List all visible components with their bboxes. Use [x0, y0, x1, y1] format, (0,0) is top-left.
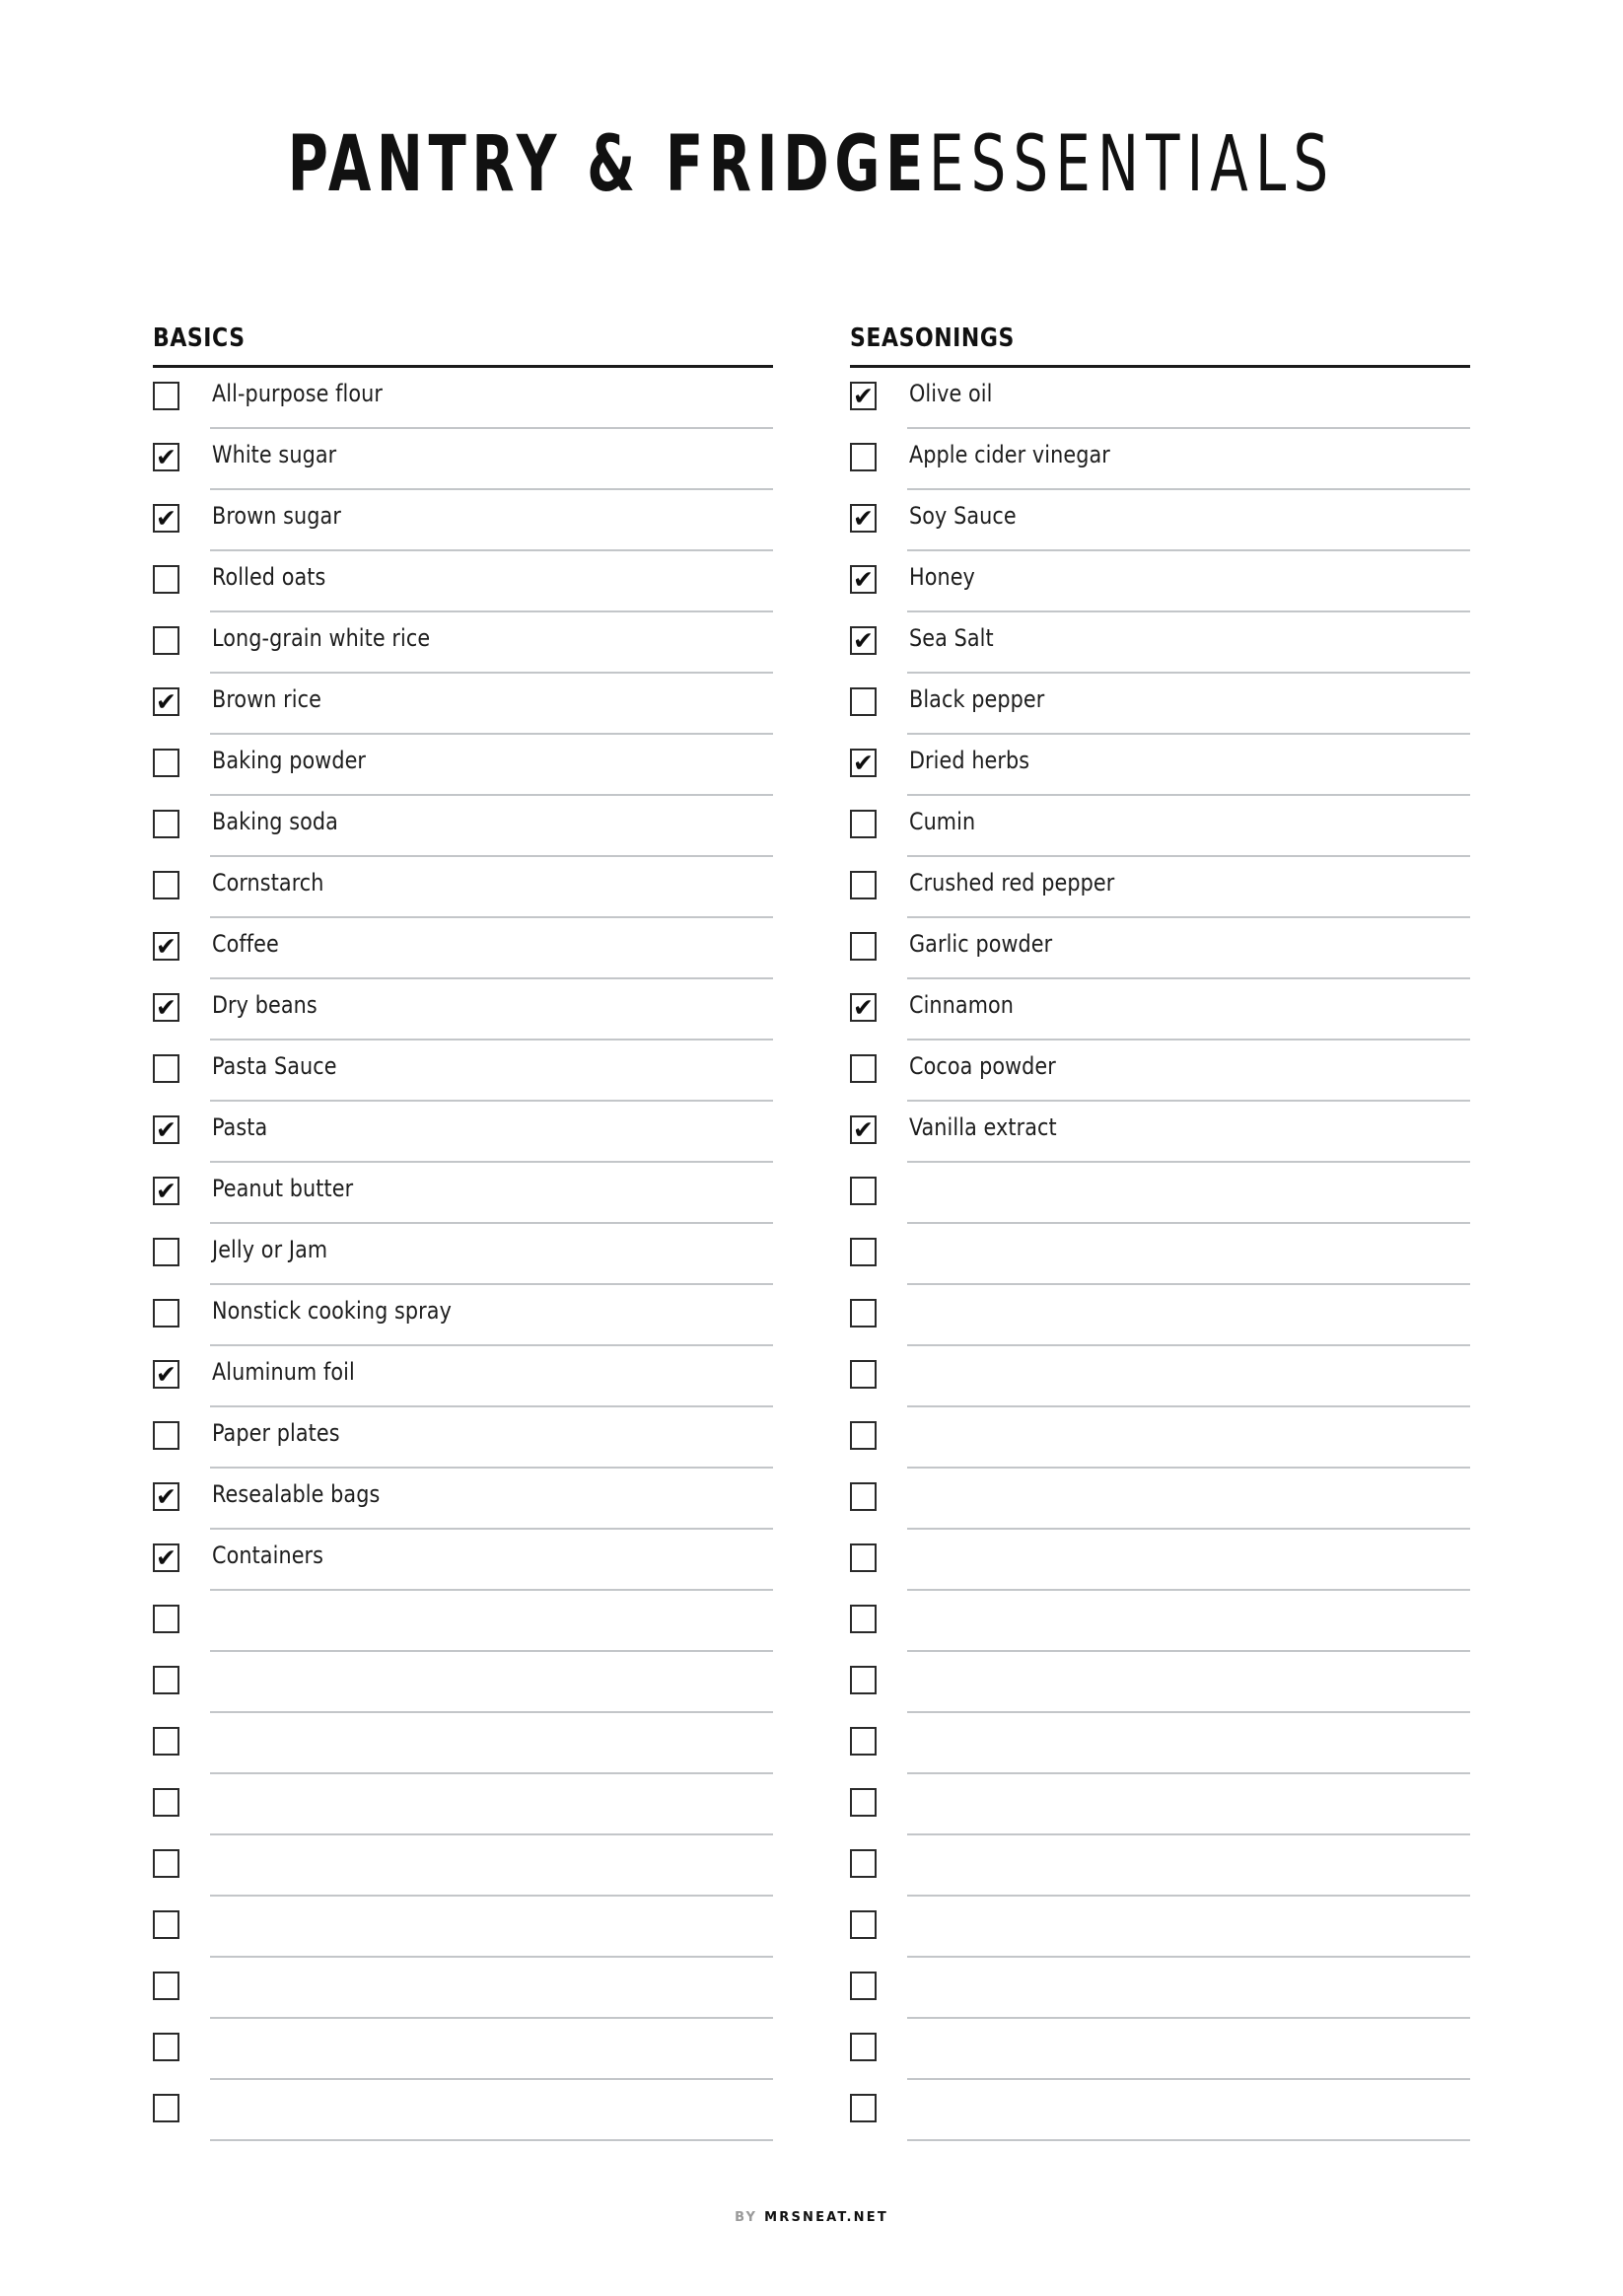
footer-by-label: BY: [735, 2210, 758, 2225]
check-icon: ✔: [853, 625, 874, 655]
checklist-item-field[interactable]: [907, 612, 1470, 674]
checklist-row: [153, 1040, 773, 1102]
checklist-row: [153, 979, 773, 1040]
check-icon: ✔: [156, 686, 176, 716]
checklist-item-field[interactable]: [210, 1163, 773, 1224]
checkbox-checked[interactable]: [153, 993, 179, 1022]
checklist-item-label: Pasta Sauce: [212, 1052, 337, 1080]
checklist-row: [850, 735, 1470, 796]
checkbox-unchecked[interactable]: [153, 565, 179, 594]
checklist-row: [153, 1897, 773, 1958]
checklist-item-label: Brown rice: [212, 685, 321, 713]
checkbox-checked[interactable]: [850, 993, 877, 1022]
checklist-row: [153, 429, 773, 490]
checklist-item-field[interactable]: [210, 1224, 773, 1285]
checklist-item-label: Honey: [909, 563, 975, 591]
checkbox-checked[interactable]: [153, 1360, 179, 1389]
checklist-column-seasonings: [850, 325, 1470, 2141]
checklist-item-field[interactable]: [907, 368, 1470, 429]
checkbox-checked[interactable]: [153, 1543, 179, 1572]
checklist-item-label: Coffee: [212, 930, 279, 958]
checklist-blank-field[interactable]: [907, 2019, 1470, 2080]
checklist-row: [850, 1102, 1470, 1163]
checklist-item-field[interactable]: [907, 490, 1470, 551]
checklist-row: [153, 2019, 773, 2080]
checklist-item-field[interactable]: [210, 612, 773, 674]
column-header-basics: BASICS: [153, 323, 246, 353]
checkbox-unchecked[interactable]: [850, 687, 877, 716]
checklist-row: [153, 796, 773, 857]
checklist-blank-field[interactable]: [907, 1652, 1470, 1713]
checklist-row: [153, 735, 773, 796]
check-icon: ✔: [156, 1543, 176, 1572]
checklist-blank-field[interactable]: [210, 1897, 773, 1958]
checklist-item-label: Sea Salt: [909, 624, 994, 652]
checklist-row: [850, 1469, 1470, 1530]
page-title: [0, 120, 1623, 209]
checklist-row: [153, 1407, 773, 1469]
checklist-row: [153, 1224, 773, 1285]
checkbox-unchecked[interactable]: [153, 1666, 179, 1694]
checklist-blank-field[interactable]: [907, 1163, 1470, 1224]
checklist-item-field[interactable]: [907, 979, 1470, 1040]
checklist-row: [153, 368, 773, 429]
checklist-item-field[interactable]: [210, 735, 773, 796]
checklist-row: [850, 1040, 1470, 1102]
footer-brand[interactable]: MRSNEAT.NET: [764, 2210, 888, 2225]
checklist-item-label: Peanut butter: [212, 1175, 354, 1202]
checklist-item-field[interactable]: [210, 551, 773, 612]
checklist-item-field[interactable]: [210, 796, 773, 857]
checklist-row: [850, 1530, 1470, 1591]
checklist-row: [850, 1713, 1470, 1774]
page-title-light: ESSENTIALS: [928, 120, 1336, 209]
checklist-row: [153, 1469, 773, 1530]
checklist-row: [850, 1652, 1470, 1713]
checklist-blank-field[interactable]: [907, 1835, 1470, 1897]
checklist-row: [850, 368, 1470, 429]
checklist-row: [153, 551, 773, 612]
checkbox-unchecked[interactable]: [850, 1972, 877, 2000]
checklist-item-label: Olive oil: [909, 380, 993, 407]
check-icon: ✔: [156, 1359, 176, 1389]
checklist-blank-field[interactable]: [907, 1958, 1470, 2019]
checklist-row: [850, 1897, 1470, 1958]
checklist-row: [850, 1958, 1470, 2019]
checklist-columns: [153, 325, 1470, 2141]
checkbox-unchecked[interactable]: [153, 749, 179, 777]
checklist-blank-field[interactable]: [907, 1469, 1470, 1530]
checklist-item-label: Crushed red pepper: [909, 869, 1115, 897]
checkbox-unchecked[interactable]: [850, 1482, 877, 1511]
checklist-item-label: Cinnamon: [909, 991, 1015, 1019]
check-icon: ✔: [156, 992, 176, 1022]
checklist-blank-field[interactable]: [907, 1591, 1470, 1652]
checklist-row: [153, 490, 773, 551]
checklist-row: [153, 1713, 773, 1774]
checklist-item-field[interactable]: [210, 1530, 773, 1591]
checklist-item-field[interactable]: [907, 429, 1470, 490]
checklist-item-label: Brown sugar: [212, 502, 341, 530]
checklist-item-field[interactable]: [210, 857, 773, 918]
checklist-row: [153, 1958, 773, 2019]
checklist-item-label: Aluminum foil: [212, 1358, 355, 1386]
checklist-row: [850, 2019, 1470, 2080]
checklist-row: [153, 857, 773, 918]
checkbox-checked[interactable]: [850, 626, 877, 655]
checklist-item-field[interactable]: [210, 1102, 773, 1163]
checklist-item-label: Jelly or Jam: [212, 1236, 328, 1263]
checkbox-unchecked[interactable]: [850, 1177, 877, 1205]
checkbox-unchecked[interactable]: [153, 1421, 179, 1450]
checklist-item-field[interactable]: [210, 979, 773, 1040]
checklist-blank-field[interactable]: [907, 1713, 1470, 1774]
checkbox-unchecked[interactable]: [850, 871, 877, 899]
checklist-row: [850, 2080, 1470, 2141]
checklist-item-label: Cocoa powder: [909, 1052, 1056, 1080]
checkbox-unchecked[interactable]: [153, 1299, 179, 1327]
checklist-row: [850, 551, 1470, 612]
checkbox-unchecked[interactable]: [850, 1360, 877, 1389]
checklist-blank-field[interactable]: [210, 1835, 773, 1897]
checkbox-unchecked[interactable]: [850, 1788, 877, 1817]
checklist-row: [850, 612, 1470, 674]
check-icon: ✔: [853, 992, 874, 1022]
checklist-row: [850, 1407, 1470, 1469]
checklist-item-label: Baking powder: [212, 747, 367, 774]
checkbox-unchecked[interactable]: [850, 1421, 877, 1450]
checklist-item-label: Rolled oats: [212, 563, 326, 591]
checklist-row: [850, 1835, 1470, 1897]
checkbox-unchecked[interactable]: [153, 2033, 179, 2061]
checkbox-checked[interactable]: [850, 504, 877, 533]
checklist-row: [153, 1774, 773, 1835]
checklist-blank-field[interactable]: [907, 1346, 1470, 1407]
checklist-item-field[interactable]: [907, 674, 1470, 735]
checklist-blank-field[interactable]: [907, 1407, 1470, 1469]
checklist-item-field[interactable]: [907, 735, 1470, 796]
check-icon: ✔: [156, 1176, 176, 1205]
checklist-blank-field[interactable]: [210, 1652, 773, 1713]
checkbox-unchecked[interactable]: [153, 382, 179, 410]
checklist-item-label: Soy Sauce: [909, 502, 1017, 530]
checklist-blank-field[interactable]: [210, 2019, 773, 2080]
checklist-blank-field[interactable]: [907, 1530, 1470, 1591]
checklist-blank-field[interactable]: [907, 1774, 1470, 1835]
checkbox-unchecked[interactable]: [153, 1910, 179, 1939]
check-icon: ✔: [156, 1481, 176, 1511]
checklist-item-field[interactable]: [907, 551, 1470, 612]
checkbox-unchecked[interactable]: [850, 1054, 877, 1083]
checkbox-unchecked[interactable]: [153, 810, 179, 838]
checkbox-checked[interactable]: [850, 382, 877, 410]
check-icon: ✔: [156, 442, 176, 471]
checklist-row: [850, 796, 1470, 857]
checklist-row: [850, 979, 1470, 1040]
checkbox-checked[interactable]: [850, 749, 877, 777]
checklist-item-label: All-purpose flour: [212, 380, 383, 407]
checklist-row: [850, 1285, 1470, 1346]
checklist-row: [850, 429, 1470, 490]
checkbox-checked[interactable]: [153, 443, 179, 471]
checklist-item-rule: [210, 2139, 773, 2141]
check-icon: ✔: [853, 1114, 874, 1144]
checkbox-unchecked[interactable]: [153, 1605, 179, 1633]
checkbox-unchecked[interactable]: [850, 2033, 877, 2061]
checkbox-checked[interactable]: [850, 565, 877, 594]
checklist-row: [153, 2080, 773, 2141]
checklist-row: [153, 1835, 773, 1897]
checklist-row: [153, 918, 773, 979]
checklist-item-label: Containers: [212, 1542, 324, 1569]
checkbox-unchecked[interactable]: [850, 1543, 877, 1572]
checklist-item-label: White sugar: [212, 441, 337, 468]
checklist-blank-field[interactable]: [907, 1897, 1470, 1958]
checkbox-unchecked[interactable]: [850, 1910, 877, 1939]
checkbox-unchecked[interactable]: [153, 871, 179, 899]
checklist-item-label: Cumin: [909, 808, 976, 835]
checklist-row: [153, 674, 773, 735]
checkbox-checked[interactable]: [850, 1115, 877, 1144]
checklist-row: [153, 1285, 773, 1346]
page-title-strong: PANTRY & FRIDGE: [287, 120, 929, 209]
checklist-row: [153, 1591, 773, 1652]
checklist-blank-field[interactable]: [210, 2080, 773, 2141]
checklist-blank-field[interactable]: [210, 1713, 773, 1774]
checklist-item-field[interactable]: [210, 429, 773, 490]
checkbox-unchecked[interactable]: [153, 1849, 179, 1878]
checkbox-unchecked[interactable]: [850, 810, 877, 838]
checkbox-unchecked[interactable]: [850, 443, 877, 471]
checkbox-checked[interactable]: [153, 932, 179, 961]
checkbox-unchecked[interactable]: [850, 1605, 877, 1633]
checklist-item-field[interactable]: [210, 1407, 773, 1469]
checkbox-unchecked[interactable]: [850, 1849, 877, 1878]
checklist-row: [850, 490, 1470, 551]
checklist-row: [153, 1102, 773, 1163]
checkbox-checked[interactable]: [153, 1177, 179, 1205]
checkbox-unchecked[interactable]: [153, 626, 179, 655]
checklist-row: [153, 1652, 773, 1713]
check-icon: ✔: [853, 503, 874, 533]
column-header-seasonings: SEASONINGS: [850, 323, 1015, 353]
checkbox-unchecked[interactable]: [850, 1666, 877, 1694]
checklist-item-label: Dry beans: [212, 991, 318, 1019]
checklist-item-field[interactable]: [210, 674, 773, 735]
checkbox-checked[interactable]: [153, 1482, 179, 1511]
footer: [0, 2211, 1623, 2224]
check-icon: ✔: [853, 381, 874, 410]
checklist-item-label: Baking soda: [212, 808, 338, 835]
checklist-row: [153, 1530, 773, 1591]
checkbox-unchecked[interactable]: [153, 1054, 179, 1083]
checkbox-unchecked[interactable]: [153, 1238, 179, 1266]
checklist-blank-field[interactable]: [907, 2080, 1470, 2141]
checklist-row: [850, 674, 1470, 735]
page-title-text: [287, 120, 1336, 209]
checklist-blank-field[interactable]: [907, 1285, 1470, 1346]
checklist-row: [850, 1591, 1470, 1652]
checklist-item-label: Apple cider vinegar: [909, 441, 1110, 468]
checkbox-unchecked[interactable]: [153, 1727, 179, 1756]
checklist-item-field[interactable]: [210, 1285, 773, 1346]
checklist-item-label: Pasta: [212, 1113, 268, 1141]
checklist-row: [153, 1163, 773, 1224]
checkbox-unchecked[interactable]: [153, 2094, 179, 2122]
checklist-item-label: Long-grain white rice: [212, 624, 431, 652]
checklist-item-label: Resealable bags: [212, 1480, 381, 1508]
checklist-item-label: Vanilla extract: [909, 1113, 1057, 1141]
checkbox-unchecked[interactable]: [153, 1788, 179, 1817]
checklist-item-field[interactable]: [907, 796, 1470, 857]
checkbox-unchecked[interactable]: [153, 1972, 179, 2000]
checklist-item-field[interactable]: [907, 857, 1470, 918]
checklist-row: [850, 918, 1470, 979]
checklist-row: [850, 857, 1470, 918]
checklist-blank-field[interactable]: [210, 1591, 773, 1652]
checklist-row: [153, 1346, 773, 1407]
checklist-item-field[interactable]: [907, 1040, 1470, 1102]
checklist-column-basics: [153, 325, 773, 2141]
checklist-item-label: Cornstarch: [212, 869, 324, 897]
checklist-item-label: Paper plates: [212, 1419, 340, 1447]
checkbox-unchecked[interactable]: [850, 1299, 877, 1327]
checkbox-unchecked[interactable]: [850, 932, 877, 961]
checklist-blank-field[interactable]: [210, 1958, 773, 2019]
checklist-blank-field[interactable]: [210, 1774, 773, 1835]
check-icon: ✔: [853, 748, 874, 777]
checklist-item-rule: [907, 2139, 1470, 2141]
checklist-rows-basics: [153, 368, 773, 2141]
check-icon: ✔: [156, 931, 176, 961]
checklist-row: [153, 612, 773, 674]
checklist-item-field[interactable]: [210, 918, 773, 979]
checkbox-unchecked[interactable]: [850, 1727, 877, 1756]
checklist-item-label: Garlic powder: [909, 930, 1053, 958]
checklist-item-field[interactable]: [210, 368, 773, 429]
checklist-item-label: Dried herbs: [909, 747, 1030, 774]
checkbox-checked[interactable]: [153, 1115, 179, 1144]
checkbox-checked[interactable]: [153, 504, 179, 533]
checklist-item-label: Nonstick cooking spray: [212, 1297, 452, 1325]
checklist-row: [850, 1163, 1470, 1224]
check-icon: ✔: [156, 1114, 176, 1144]
checkbox-checked[interactable]: [153, 687, 179, 716]
checklist-item-field[interactable]: [210, 1469, 773, 1530]
checkbox-unchecked[interactable]: [850, 2094, 877, 2122]
checklist-row: [850, 1346, 1470, 1407]
checklist-item-field[interactable]: [907, 918, 1470, 979]
check-icon: ✔: [853, 564, 874, 594]
checklist-item-field[interactable]: [210, 1040, 773, 1102]
checklist-item-label: Black pepper: [909, 685, 1045, 713]
checklist-item-field[interactable]: [210, 490, 773, 551]
checklist-item-field[interactable]: [907, 1102, 1470, 1163]
checklist-row: [850, 1224, 1470, 1285]
checklist-rows-seasonings: [850, 368, 1470, 2141]
check-icon: ✔: [156, 503, 176, 533]
checklist-item-field[interactable]: [210, 1346, 773, 1407]
checkbox-unchecked[interactable]: [850, 1238, 877, 1266]
checklist-blank-field[interactable]: [907, 1224, 1470, 1285]
checklist-row: [850, 1774, 1470, 1835]
